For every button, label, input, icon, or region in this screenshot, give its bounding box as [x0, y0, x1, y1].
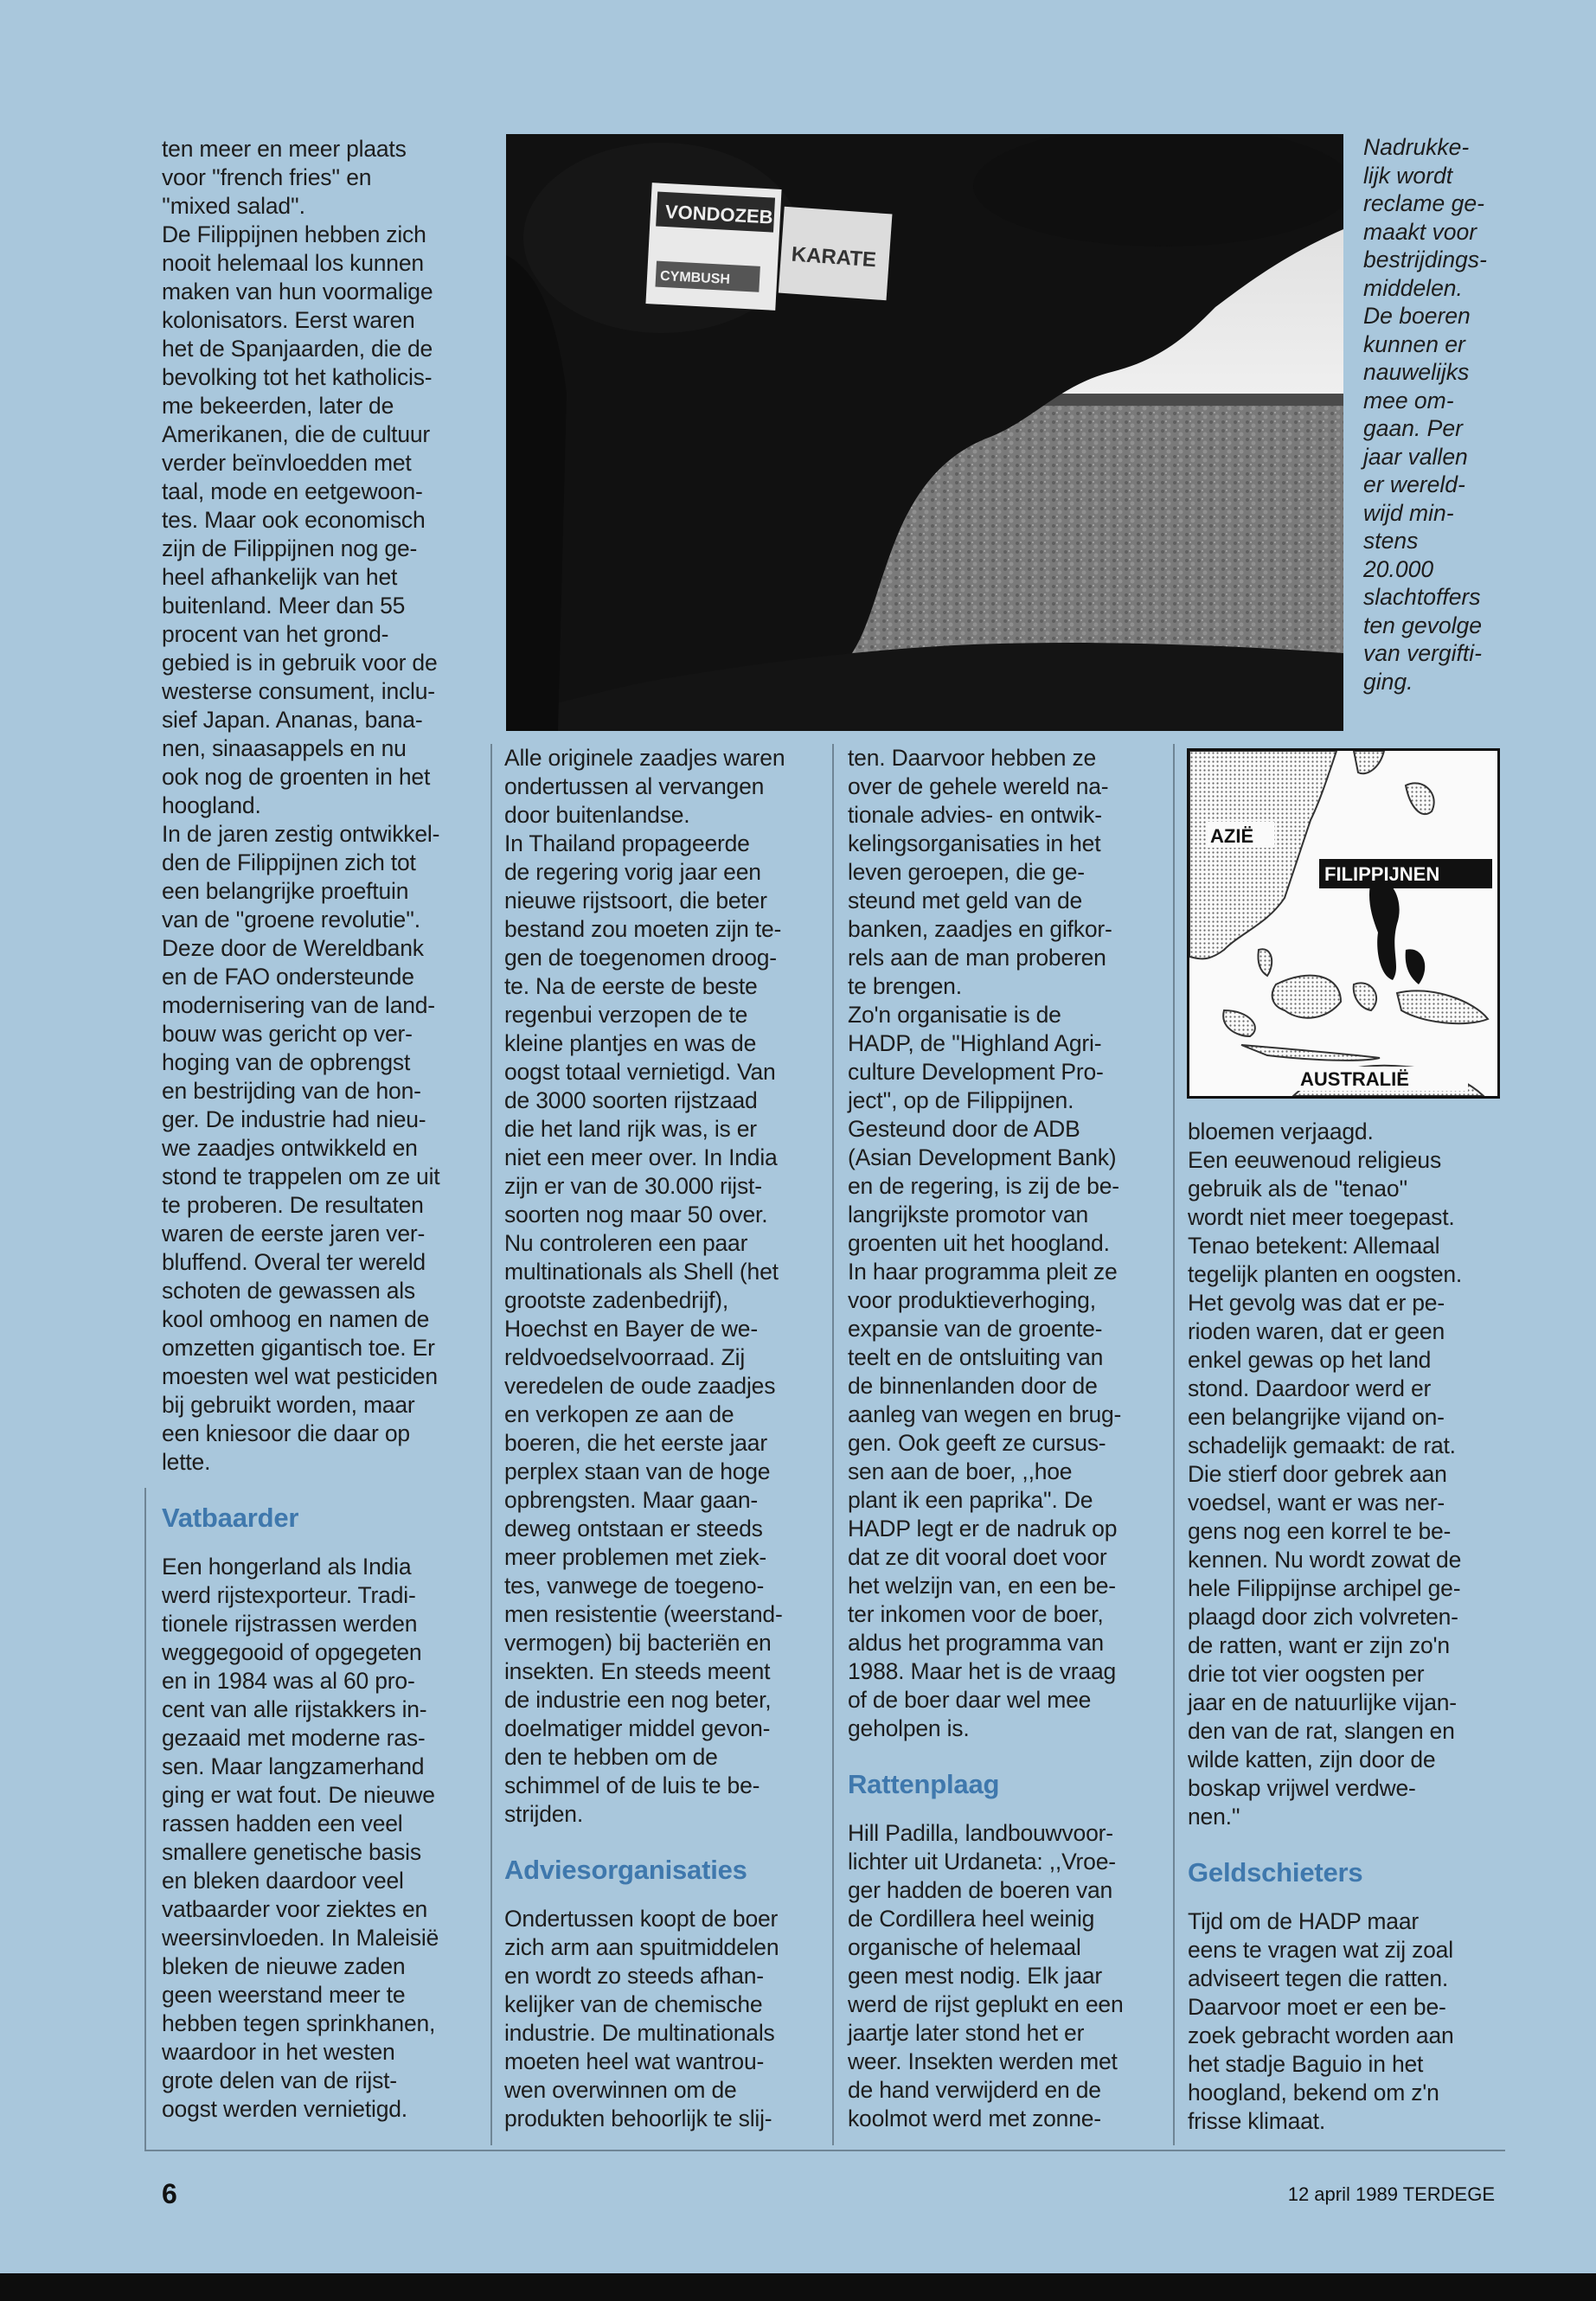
paragraph: Hill Padilla, landbouwvoor- lichter uit Urdaneta: ,,Vroe- ger hadden de boeren van de Cordillera heel weinig organische of helemaal geen mest nodig. Elk jaar werd de rijst geplukt en een jaartje later stond het er weer. Insekten werden met de hand verwijderd en de koolmot werd met zonne- [848, 1820, 1124, 2131]
article-column-2 [504, 744, 816, 2133]
paragraph: Een hongerland als India werd rijstexporteur. Tradi- tionele rijstrassen werden weggegooid of opgegeten en in 1984 was al 60 pro- cent van alle rijstakkers in- gezaaid met moderne ras- sen. Maar langzamerhand ging er wat fout. De nieuwe rassen hadden een veel smallere genetische basis en bleken daardoor veel vatbaarder voor ziektes en weersinvloeden. In Maleisië bleken de nieuwe zaden geen weerstand meer te hebben tegen sprinkhanen, waardoor in het westen grote delen van de rijst- oogst werden vernietigd. [162, 1554, 439, 2122]
map-label-philippines: FILIPPIJNEN [1324, 863, 1440, 885]
issue-date: 12 april 1989 TERDEGE [1287, 2183, 1495, 2205]
paragraph: ten. Daarvoor hebben ze over de gehele wereld na- tionale advies- en ontwik- kelingsorganisaties in het leven geroepen, die ge- steund met geld van de banken, zaadjes en gifkor- rels aan de man proberen te brengen. Zo'n organisatie is de HADP, de ''Highland Agri- culture Development Pro- ject'', op de Filippijnen. Gesteund door de ADB (Asian Development Bank) en de regering, is zij de be- langrijkste promotor van groenten uit het hoogland. In haar programma pleit ze voor produktieverhoging, expansie van de groente- teelt en de ontsluiting van de binnenlanden door de aanleg van wegen en brug- gen. Ook geeft ze cursus- sen aan de boer, ,,hoe plant ik een paprika''. De HADP legt er de nadruk op dat ze dit vooral doet voor het welzijn van, en een be- ter inkomen voor de boer, aldus het programma van 1988. Maar het is de vraag of de boer daar wel mee geholpen is. [848, 745, 1122, 1741]
bottom-rule [144, 2150, 1505, 2151]
paragraph: ten meer en meer plaats voor ''french fries'' en ''mixed salad''. De Filippijnen hebben zich nooit helemaal los kunnen maken van hun voormalige kolonisators. Eerst waren het de Spanjaarden, die de bevolking tot het katholicis- me bekeerden, later de Amerikanen, die de cultuur verder beïnvloedden met taal, mode en eetgewoon- tes. Maar ook economisch zijn de Filippijnen nog ge- heel afhankelijk van het buitenland. Meer dan 55 procent van het grond- gebied is in gebruik voor de westerse consument, inclu- sief Japan. Ananas, bana- nen, sinaasappels en nu ook nog de groenten in het hoogland. In de jaren zestig ontwikkel- den de Filippijnen zich tot een belangrijke proeftuin van de ''groene revolutie''. Deze door de Wereldbank en de FAO ondersteunde modernisering van de land- bouw was gericht op ver- hoging van de opbrengst en bestrijding van de hon- ger. De industrie had nieu- we zaadjes ontwikkeld en stond te trappelen om ze uit te proberen. De resultaten waren de eerste jaren ver- bluffend. Overal ter wereld schoten de gewassen als kool omhoog en namen de omzetten gigantisch toe. Er moesten wel wat pesticiden bij gebruikt worden, maar een kniesoor die daar op lette. [162, 136, 440, 1475]
pesticide-sign-karate [779, 207, 893, 300]
map-illustration [1189, 751, 1497, 1096]
paragraph: Tijd om de HADP maar eens te vragen wat zij zoal adviseert tegen die ratten. Daarvoor moet er een be- zoek gebracht worden aan het stadje Baguio in het hoogland, bekend om z'n frisse klimaat. [1188, 1908, 1454, 2134]
map-label-australia: AUSTRALIË [1300, 1068, 1409, 1090]
paragraph: Alle originele zaadjes waren ondertussen al vervangen door buitenlandse. In Thailand propageerde de regering vorig jaar een nieuwe rijstsoort, die beter bestand zou moeten zijn te- gen de toegenomen droog- te. Na de eerste de beste regenbui verzopen de te kleine plantjes en was de oogst totaal vernietigd. Van de 3000 soorten rijstzaad die het land rijk was, is er niet een meer over. In India zijn er van de 30.000 rijst- soorten nog maar 50 over. Nu controleren een paar multinationals als Shell (het grootste zadenbedrijf), Hoechst en Bayer de we- reldvoedselvoorraad. Zij veredelen de oude zaadjes en verkopen ze aan de boeren, die het eerste jaar perplex staan van de hoge opbrengsten. Maar gaan- deweg ontstaan er steeds meer problemen met ziek- tes, vanwege de toegeno- men resistentie (weerstand- vermogen) bij bacteriën en insekten. En steeds meent de industrie een nog beter, doelmatiger middel gevon- den te hebben om de schimmel of de luis te be- strijden. [504, 745, 785, 1827]
subheading-rattenplaag: Rattenplaag [848, 1769, 1000, 1799]
sign-text-cymbush: CYMBUSH [659, 268, 731, 288]
philippines-map [1187, 748, 1500, 1099]
column-rule [1173, 744, 1175, 2145]
subheading-geldschieters: Geldschieters [1188, 1857, 1363, 1888]
subheading-vatbaarder: Vatbaarder [162, 1503, 299, 1533]
subheading-adviesorganisaties: Adviesorganisaties [504, 1855, 747, 1885]
photo-illustration [506, 134, 1343, 731]
sign-text-karate: KARATE [791, 242, 877, 272]
column-rule [832, 744, 834, 2145]
paragraph: bloemen verjaagd. Een eeuwenoud religieus gebruik als de ''tenao'' wordt niet meer toegepast. Tenao betekent: Allemaal tegelijk planten en oogsten. Het gevolg was dat er pe- rioden waren, dat er geen enkel gewas op het land stond. Daardoor werd er een belangrijke vijand on- schadelijk gemaakt: de rat. Die stierf door gebrek aan voedsel, want er was ner- gens nog een korrel te be- kennen. Nu wordt zowat de hele Filippijnse archipel ge- plaagd door zich volvreten- de ratten, want er zijn zo'n drie tot vier oogsten per jaar en de natuurlijke vijan- den van de rat, slangen en wilde katten, zijn door de boskap vrijwel verdwe- nen.'' [1188, 1118, 1463, 1830]
page-left-rule [144, 1488, 146, 2151]
article-column-3 [848, 744, 1159, 2133]
map-label-asia: AZIË [1210, 825, 1254, 847]
sign-text-vondozeb: VONDOZEB [664, 201, 774, 228]
article-column-1 [162, 135, 469, 2124]
tree-field-photo [506, 134, 1343, 731]
article-column-4 [1188, 1118, 1499, 2136]
photo-caption [1363, 133, 1510, 695]
caption-text: Nadrukke- lijk wordt reclame ge- maakt voor bestrijdings- middelen. De boeren kunnen er nauwelijks mee om- gaan. Per jaar vallen er wereld- wijd min- stens 20.000 slachtoffers ten gevolge van vergifti- ging. [1363, 134, 1487, 695]
page-number: 6 [162, 2178, 177, 2209]
paragraph: Ondertussen koopt de boer zich arm aan spuitmiddelen en wordt zo steeds afhan- kelijker van de chemische industrie. De multinationals moeten heel wat wantrou- wen overwinnen om de produkten behoorlijk te slij- [504, 1906, 779, 2131]
pesticide-sign-vondozeb [645, 183, 781, 311]
column-rule [490, 744, 492, 2145]
